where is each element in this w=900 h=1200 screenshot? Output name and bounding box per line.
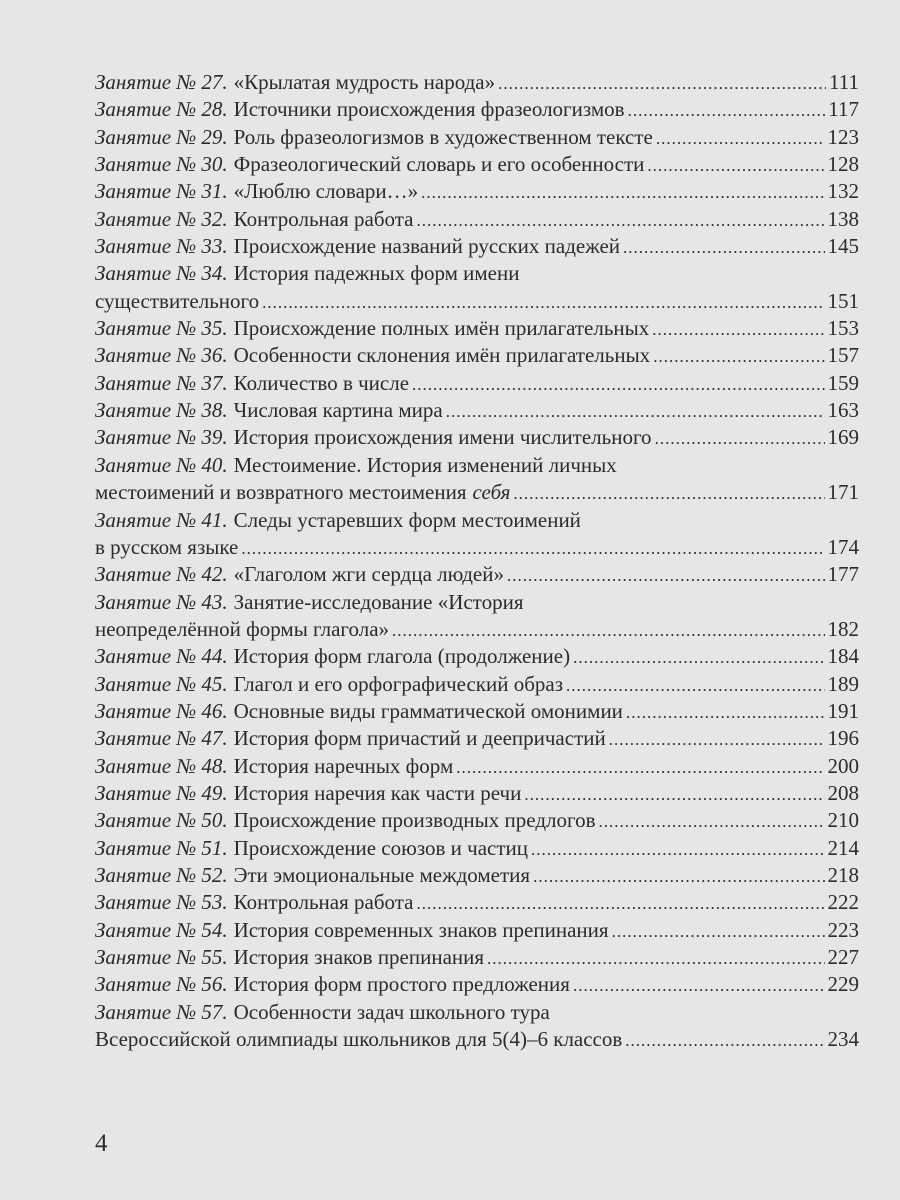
lesson-title: Основные виды грамматической омонимии <box>233 698 623 723</box>
page-ref: 123 <box>827 124 859 149</box>
dot-leader <box>417 889 825 917</box>
page-ref: 182 <box>827 616 859 641</box>
toc-entry-line <box>95 753 859 780</box>
lesson-title: Количество в числе <box>233 370 410 395</box>
toc-entry-line <box>95 479 859 506</box>
dot-leader <box>392 616 824 644</box>
page-ref: 189 <box>827 671 859 696</box>
toc-entry-line <box>95 999 859 1026</box>
lesson-label: Занятие № 30. <box>95 152 228 177</box>
dot-leader <box>417 206 825 234</box>
lesson-label: Занятие № 46. <box>95 698 228 723</box>
toc-entry-line <box>95 1026 859 1053</box>
toc-entry <box>95 397 859 424</box>
lesson-label: Занятие № 40. <box>95 452 228 477</box>
toc-entry <box>95 96 859 123</box>
dot-leader <box>626 698 825 726</box>
toc-entry <box>95 753 859 780</box>
toc-entry-line <box>95 561 859 588</box>
toc-entry-line <box>95 944 859 971</box>
lesson-title: История наречия как части речи <box>233 780 522 805</box>
lesson-title: История падежных форм имени <box>233 261 520 286</box>
lesson-title: Числовая картина мира <box>233 398 443 423</box>
page-ref: 111 <box>829 70 859 94</box>
toc-entry-line <box>95 643 859 670</box>
lesson-title: История форм простого предложения <box>233 972 570 997</box>
lesson-label: Занятие № 32. <box>95 206 228 231</box>
page-ref: 196 <box>827 726 859 751</box>
dot-leader <box>533 862 824 890</box>
toc-entry <box>95 233 859 260</box>
lesson-label: Занятие № 52. <box>95 862 228 887</box>
lesson-label: Занятие № 31. <box>95 179 228 204</box>
dot-leader <box>653 342 824 370</box>
lesson-title: Контрольная работа <box>233 206 414 231</box>
toc-entry <box>95 889 859 916</box>
toc-entry-line <box>95 807 859 834</box>
toc-entry-line <box>95 725 859 752</box>
toc-entry <box>95 206 859 233</box>
table-of-contents <box>95 69 859 1053</box>
lesson-title: Особенности задач школьного тура <box>233 999 550 1024</box>
dot-leader <box>599 807 825 835</box>
lesson-label: Занятие № 39. <box>95 425 228 450</box>
toc-entry <box>95 507 859 562</box>
toc-entry-line <box>95 260 859 287</box>
toc-entry-line <box>95 971 859 998</box>
page-ref: 214 <box>827 835 859 860</box>
toc-entry-line <box>95 342 859 369</box>
toc-entry-line <box>95 698 859 725</box>
toc-entry-line <box>95 889 859 916</box>
dot-leader <box>446 397 825 425</box>
page-ref: 117 <box>828 97 859 122</box>
lesson-title: Роль фразеологизмов в художественном тексте <box>233 124 653 149</box>
lesson-label: Занятие № 56. <box>95 972 228 997</box>
lesson-title: История знаков препинания <box>233 945 485 969</box>
toc-entry <box>95 643 859 670</box>
toc-entry <box>95 151 859 178</box>
toc-entry <box>95 780 859 807</box>
toc-entry-line <box>95 288 859 315</box>
toc-entry <box>95 971 859 998</box>
page-ref: 151 <box>827 288 859 313</box>
lesson-label: Занятие № 44. <box>95 644 228 669</box>
dot-leader <box>628 96 826 124</box>
page-ref: 208 <box>827 780 859 805</box>
toc-entry-line <box>95 424 859 451</box>
toc-entry <box>95 944 859 971</box>
toc-entry-line <box>95 206 859 233</box>
lesson-label: Занятие № 42. <box>95 562 228 587</box>
lesson-label: Занятие № 37. <box>95 370 228 395</box>
toc-entry <box>95 178 859 205</box>
lesson-title: «Крылатая мудрость народа» <box>233 70 496 94</box>
page-ref: 191 <box>827 698 859 723</box>
toc-entry-line <box>95 862 859 889</box>
dot-leader <box>412 370 824 398</box>
lesson-title: Эти эмоциональные междометия <box>233 862 531 887</box>
page-ref: 169 <box>827 425 859 450</box>
lesson-title: Контрольная работа <box>233 890 414 915</box>
page-ref: 223 <box>827 917 859 942</box>
page-ref: 159 <box>827 370 859 395</box>
lesson-label: Занятие № 27. <box>95 70 228 94</box>
toc-entry-line <box>95 780 859 807</box>
page-ref: 163 <box>827 398 859 423</box>
lesson-label: Занятие № 55. <box>95 945 228 969</box>
lesson-title: История форм причастий и деепричастий <box>233 726 606 751</box>
lesson-title: История наречных форм <box>233 753 454 778</box>
toc-entry <box>95 807 859 834</box>
dot-leader <box>566 671 824 699</box>
lesson-label: Занятие № 51. <box>95 835 228 860</box>
dot-leader <box>456 753 824 781</box>
toc-entry-line <box>95 233 859 260</box>
lesson-title: Глагол и его орфографический образ <box>233 671 564 696</box>
toc-entry <box>95 124 859 151</box>
toc-entry <box>95 725 859 752</box>
toc-entry-line <box>95 151 859 178</box>
dot-leader <box>524 780 824 808</box>
toc-entry-line <box>95 69 859 96</box>
toc-entry <box>95 69 859 96</box>
page-ref: 234 <box>827 1027 859 1052</box>
toc-entry-line <box>95 835 859 862</box>
lesson-title-italic: себя <box>472 480 511 505</box>
toc-entry <box>95 370 859 397</box>
page-ref: 177 <box>827 562 859 587</box>
lesson-title: Источники происхождения фразеологизмов <box>233 97 625 122</box>
lesson-title: Происхождение союзов и частиц <box>233 835 529 860</box>
lesson-title: Фразеологический словарь и его особенности <box>233 152 645 177</box>
page-ref: 227 <box>827 945 859 969</box>
lesson-label: Занятие № 57. <box>95 999 228 1024</box>
dot-leader <box>656 124 825 152</box>
lesson-label: Занятие № 34. <box>95 261 228 286</box>
lesson-label: Занятие № 48. <box>95 753 228 778</box>
lesson-label: Занятие № 41. <box>95 507 228 532</box>
dot-leader <box>647 151 824 179</box>
toc-entry-line <box>95 370 859 397</box>
page-ref: 171 <box>827 480 859 505</box>
toc-entry <box>95 342 859 369</box>
lesson-title: История современных знаков препинания <box>233 917 609 942</box>
lesson-label: Занятие № 54. <box>95 917 228 942</box>
page-ref: 128 <box>827 152 859 177</box>
lesson-label: Занятие № 50. <box>95 808 228 833</box>
lesson-label: Занятие № 33. <box>95 234 228 259</box>
toc-entry <box>95 424 859 451</box>
toc-entry <box>95 917 859 944</box>
dot-leader <box>609 725 825 753</box>
lesson-title-continued: существительного <box>95 288 260 313</box>
lesson-title: История происхождения имени числительного <box>233 425 652 450</box>
page-ref: 184 <box>827 644 859 669</box>
dot-leader <box>625 1026 824 1054</box>
page-ref: 218 <box>827 862 859 887</box>
dot-leader <box>498 69 826 97</box>
lesson-title-continued: в русском языке <box>95 534 239 559</box>
toc-entry <box>95 862 859 889</box>
page-ref: 138 <box>827 206 859 231</box>
lesson-label: Занятие № 45. <box>95 671 228 696</box>
page-ref: 229 <box>827 972 859 997</box>
page-ref: 145 <box>827 234 859 259</box>
toc-entry-line <box>95 507 859 534</box>
lesson-label: Занятие № 43. <box>95 589 228 614</box>
page-ref: 210 <box>827 808 859 833</box>
toc-entry <box>95 698 859 725</box>
page-ref: 153 <box>827 316 859 341</box>
toc-entry <box>95 835 859 862</box>
toc-entry-line <box>95 534 859 561</box>
lesson-title-continued: Всероссийской олимпиады школьников для 5(4)–6 классов <box>95 1027 623 1052</box>
dot-leader <box>573 643 824 671</box>
toc-entry <box>95 315 859 342</box>
lesson-label: Занятие № 47. <box>95 726 228 751</box>
toc-entry-line <box>95 124 859 151</box>
lesson-title: Происхождение названий русских падежей <box>233 234 621 259</box>
dot-leader <box>573 971 825 999</box>
dot-leader <box>612 917 825 945</box>
dot-leader <box>262 288 824 316</box>
lesson-title: Происхождение производных предлогов <box>233 808 596 833</box>
lesson-label: Занятие № 49. <box>95 780 228 805</box>
lesson-title-continued: местоимений и возвратного местоимения <box>95 480 467 505</box>
lesson-title: Местоимение. История изменений личных <box>233 452 617 477</box>
dot-leader <box>421 178 824 206</box>
lesson-label: Занятие № 36. <box>95 343 228 368</box>
page-ref: 174 <box>827 534 859 559</box>
lesson-title: «Люблю словари…» <box>233 179 419 204</box>
toc-entry-line <box>95 616 859 643</box>
page-ref: 132 <box>827 179 859 204</box>
lesson-title: История форм глагола (продолжение) <box>233 644 571 669</box>
lesson-title: Происхождение полных имён прилагательных <box>233 316 650 341</box>
lesson-title: Особенности склонения имён прилагательных <box>233 343 651 368</box>
dot-leader <box>655 424 825 452</box>
toc-entry-line <box>95 96 859 123</box>
toc-entry-line <box>95 178 859 205</box>
toc-entry <box>95 671 859 698</box>
toc-entry-line <box>95 671 859 698</box>
toc-entry <box>95 260 859 315</box>
lesson-label: Занятие № 35. <box>95 316 228 341</box>
lesson-label: Занятие № 53. <box>95 890 228 915</box>
page-ref: 200 <box>827 753 859 778</box>
dot-leader <box>487 944 824 972</box>
dot-leader <box>507 561 825 589</box>
lesson-title-continued: неопределённой формы глагола» <box>95 616 390 641</box>
toc-entry-line <box>95 397 859 424</box>
dot-leader <box>623 233 824 261</box>
dot-leader <box>513 479 824 507</box>
toc-entry-line <box>95 917 859 944</box>
toc-entry <box>95 589 859 644</box>
page-number: 4 <box>95 1130 108 1157</box>
toc-entry <box>95 561 859 588</box>
toc-entry-line <box>95 452 859 479</box>
lesson-title: Занятие-исследование «История <box>233 589 524 614</box>
lesson-title: «Глаголом жги сердца людей» <box>233 562 504 587</box>
lesson-label: Занятие № 28. <box>95 97 228 122</box>
dot-leader <box>652 315 824 343</box>
toc-entry <box>95 452 859 507</box>
page-ref: 222 <box>827 890 859 915</box>
page-ref: 157 <box>827 343 859 368</box>
lesson-label: Занятие № 38. <box>95 398 228 423</box>
lesson-title: Следы устаревших форм местоимений <box>233 507 581 532</box>
dot-leader <box>241 534 824 562</box>
dot-leader <box>531 835 824 863</box>
lesson-label: Занятие № 29. <box>95 124 228 149</box>
toc-entry-line <box>95 315 859 342</box>
toc-entry <box>95 999 859 1054</box>
toc-entry-line <box>95 589 859 616</box>
